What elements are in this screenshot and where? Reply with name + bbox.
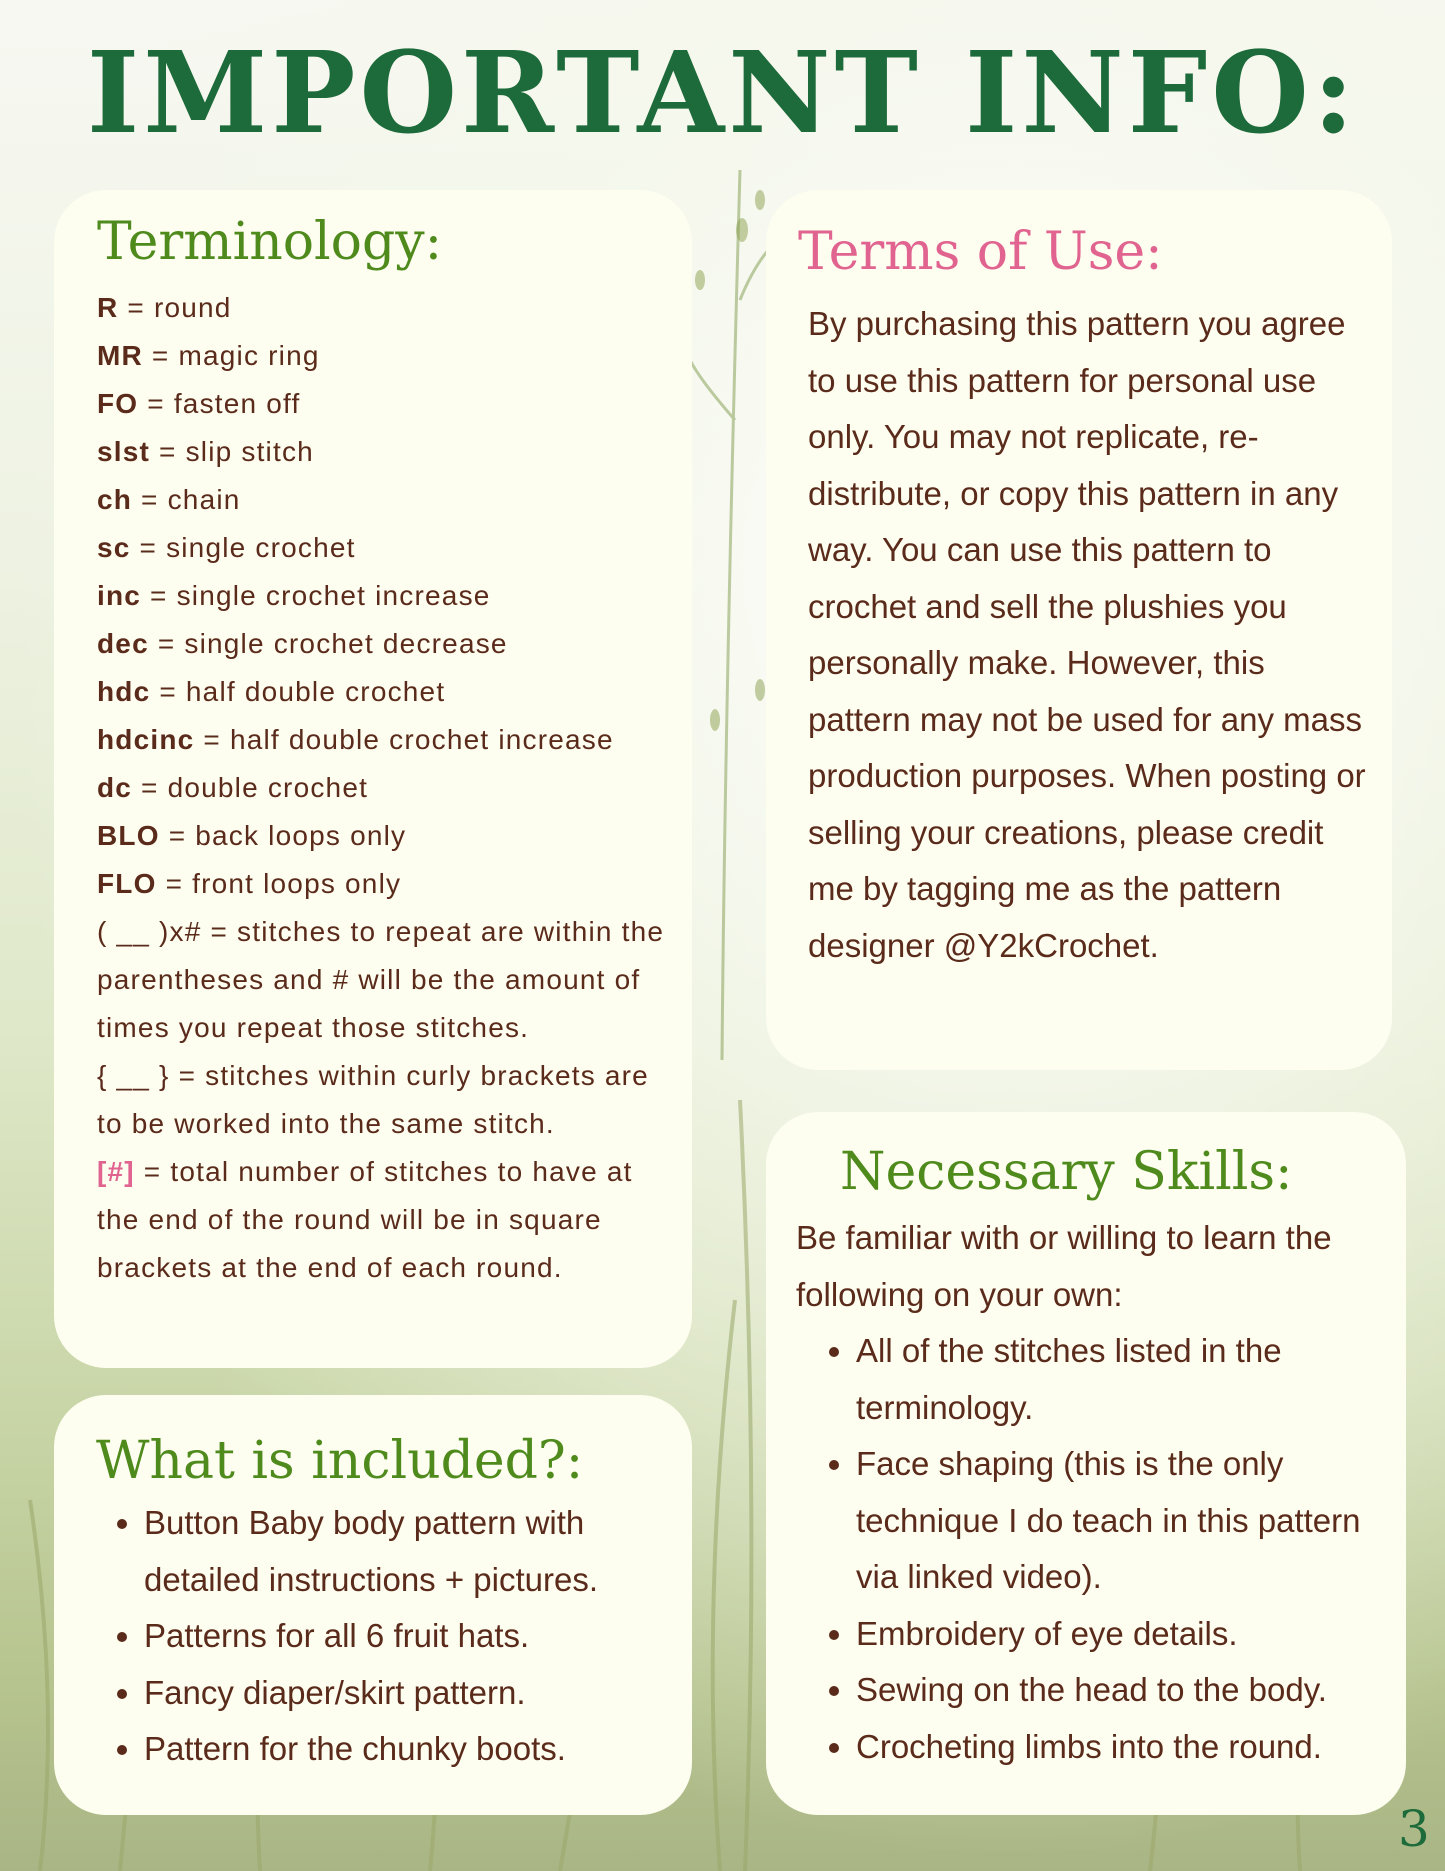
list-item: • Face shaping (this is the only technique I do teach in this pattern via linked video). [856,1436,1406,1606]
list-item: • All of the stitches listed in the terminology. [856,1323,1406,1436]
page-number: 3 [1398,1800,1430,1858]
page-title: IMPORTANT INFO: [86,28,1359,159]
included-list [96,1495,692,1778]
term-item: dc = double crochet [97,772,369,803]
necessary-skills-heading: Necessary Skills: [840,1142,1293,1202]
terms-of-use-heading: Terms of Use: [798,222,1163,282]
terminology-heading: Terminology: [97,212,443,272]
list-item: • Button Baby body pattern with detailed instructions + pictures. [144,1495,692,1608]
included-card [54,1395,692,1815]
terminology-card [54,190,692,1368]
repeat-note: ( __ )x# = stitches to repeat are within the parentheses and # will be the amount of times you repeat those stitches. [97,916,665,1043]
term-item: hdc = half double crochet [97,676,446,707]
term-item: FLO = front loops only [97,868,402,899]
term-item: inc = single crochet increase [97,580,491,611]
skills-intro: Be familiar with or willing to learn the following on your own: [796,1219,1332,1313]
term-item: slst = slip stitch [97,436,314,467]
term-item: ch = chain [97,484,241,515]
list-item: • Patterns for all 6 fruit hats. [144,1608,692,1665]
term-item: sc = single crochet [97,532,356,563]
list-item: • Sewing on the head to the body. [856,1662,1406,1719]
term-item: MR = magic ring [97,340,320,371]
term-item: hdcinc = half double crochet increase [97,724,614,755]
square-bracket-marker: [#] [97,1156,135,1187]
skills-list [796,1323,1406,1775]
list-item: • Pattern for the chunky boots. [144,1721,692,1778]
terms-of-use-body: By purchasing this pattern you agree to use this pattern for personal use only. You may not replicate, re-distribute, or copy this pattern in any way. You can use this pattern to crochet and sell the plushies you personally make. However, this pattern may not be used for any mass production purposes. When posting or selling your creations, please credit me by tagging me as the pattern designer @Y2kCrochet. [808,305,1366,964]
list-item: • Embroidery of eye details. [856,1606,1406,1663]
list-item: • Crocheting limbs into the round. [856,1719,1406,1776]
term-item: BLO = back loops only [97,820,407,851]
included-heading: What is included?: [96,1431,584,1491]
square-bracket-note: [#] = total number of stitches to have at the end of the round will be in square brackets at the end of each round. [97,1156,633,1283]
necessary-skills-card [766,1112,1406,1815]
term-item: R = round [97,292,232,323]
terms-of-use-card [766,190,1392,1070]
list-item: • Fancy diaper/skirt pattern. [144,1665,692,1722]
curly-bracket-note: { __ } = stitches within curly brackets are to be worked into the same stitch. [97,1060,649,1139]
term-item: FO = fasten off [97,388,301,419]
term-item: dec = single crochet decrease [97,628,508,659]
terminology-list [97,284,692,908]
